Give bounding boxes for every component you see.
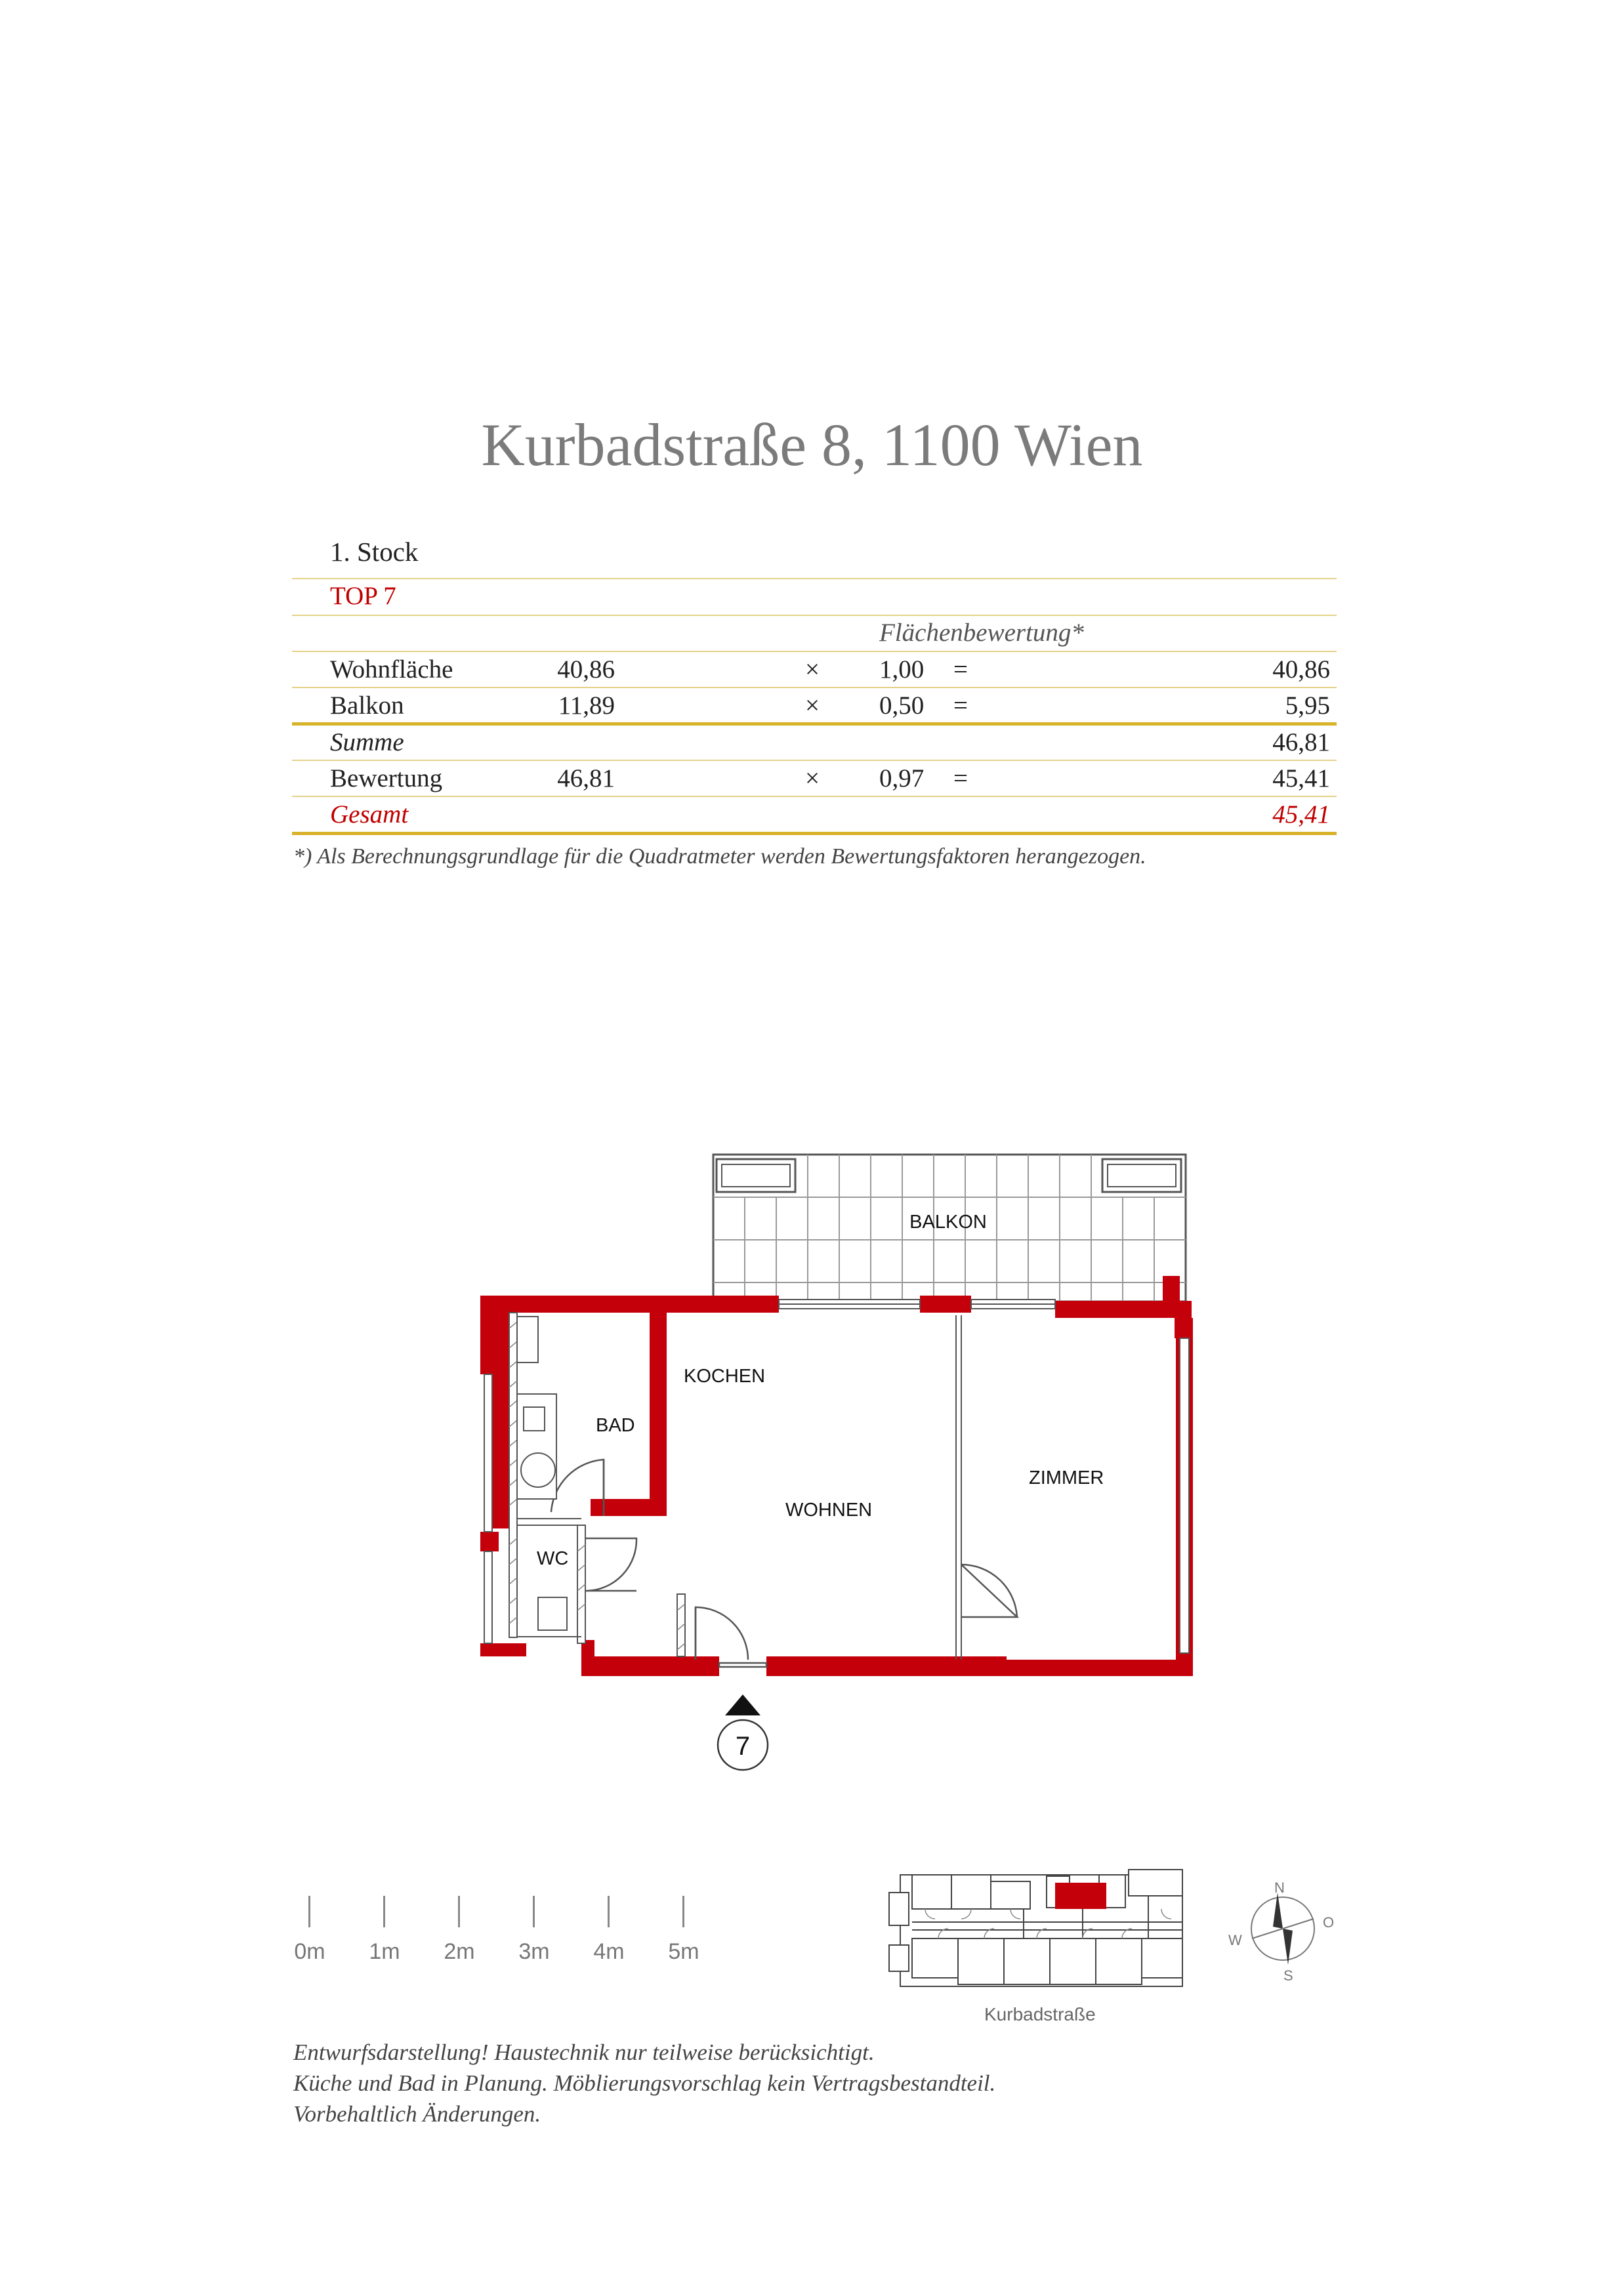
row-result: 5,95 [1285,691,1330,720]
compass-w: W [1228,1932,1242,1948]
row-label: Wohnfläche [330,655,453,684]
bewertung-result: 45,41 [1272,764,1330,792]
bewertung-label: Bewertung [330,764,443,792]
compass-icon [1227,1873,1339,1984]
summe-result: 46,81 [1272,728,1330,756]
page-title: Kurbadstraße 8, 1100 Wien [481,411,1143,478]
times-sign: × [805,655,820,684]
scale-tick [308,1896,310,1927]
factor-header: Flächenbewertung* [879,619,1084,647]
bewertung-value: 46,81 [557,764,615,792]
unit-row [292,577,1337,613]
compass-o: O [1323,1914,1335,1931]
gesamt-label: Gesamt [330,800,409,829]
bewertung-row [292,760,1337,796]
scale-bar [289,1896,722,1975]
summe-label: Summe [330,728,404,756]
key-plan [886,1856,1201,2027]
fixtures [517,1317,567,1630]
factor-header-row [292,614,1337,650]
scale-tick [682,1896,684,1927]
scale-label: 3m [518,1939,550,1964]
gesamt-result: 45,41 [1272,800,1330,829]
entrance-marker [718,1694,768,1770]
room-label-balkon: BALKON [909,1212,987,1233]
row-factor: 0,50 [879,691,925,720]
scale-tick [608,1896,610,1927]
scale-tick [458,1896,460,1927]
equals-sign: = [953,655,968,684]
disclaimer-line: Entwurfsdarstellung! Haustechnik nur teilweise berücksichtigt. [293,2040,875,2065]
floor-plan-drawing [472,1145,1194,1801]
scale-tick [533,1896,535,1927]
row-value: 40,86 [557,655,615,684]
room-label-kochen: KOCHEN [684,1366,766,1387]
equals-sign: = [953,764,968,792]
row-factor: 1,00 [879,655,925,684]
table-divider-thick [292,832,1337,835]
inner-walls [509,1313,961,1660]
floor-plan [472,1145,1194,1801]
room-label-wohnen: WOHNEN [785,1500,873,1521]
scale-label: 4m [593,1939,625,1964]
scale-label: 2m [444,1939,475,1964]
key-plan-highlight [1055,1883,1106,1909]
scale-label: 5m [668,1939,699,1964]
scale-tick [383,1896,385,1927]
scale-label: 1m [369,1939,400,1964]
disclaimer-line: Küche und Bad in Planung. Möblierungsvorschlag kein Vertragsbestandteil. [293,2070,996,2096]
floor-label: 1. Stock [330,537,419,567]
room-label-zimmer: ZIMMER [1029,1467,1104,1488]
table-row [292,687,1337,723]
room-label-wc: WC [537,1548,569,1569]
row-result: 40,86 [1272,655,1330,684]
compass-s: S [1283,1967,1293,1984]
compass-n: N [1274,1879,1285,1896]
disclaimer [293,2037,995,2129]
street-label: Kurbadstraße [984,2004,1096,2024]
table-row [292,651,1337,687]
disclaimer-line: Vorbehaltlich Änderungen. [293,2101,541,2127]
gesamt-row [292,796,1337,832]
scale-label: 0m [294,1939,325,1964]
doors [551,1460,1017,1667]
summe-row [292,724,1337,760]
row-label: Balkon [330,691,404,720]
entrance-number: 7 [735,1732,751,1761]
times-sign: × [805,764,820,792]
equals-sign: = [953,691,968,720]
row-value: 11,89 [558,691,615,720]
compass [1227,1873,1339,1984]
key-plan-drawing [886,1856,1201,2027]
unit-label: TOP 7 [330,582,396,610]
bewertung-factor: 0,97 [879,764,925,792]
room-label-bad: BAD [596,1415,635,1436]
times-sign: × [805,691,820,720]
table-footnote: *) Als Berechnungsgrundlage für die Quadratmeter werden Bewertungsfaktoren herangezogen. [293,844,1146,869]
